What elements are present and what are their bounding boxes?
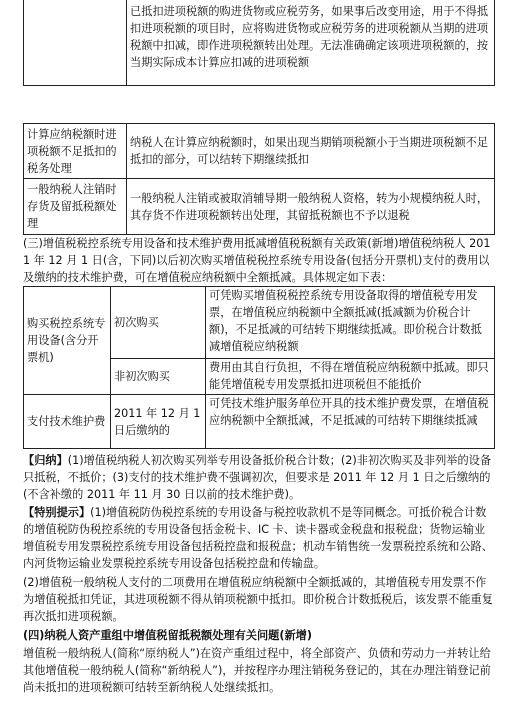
table-3-non-first-purchase-body: 费用由其自行负担，不得在增值税应纳税额中抵减。即只能凭增值税专用发票抵扣进项税但不能抵价 [206,359,495,395]
section-4-text: 增值税一般纳税人(简称“原纳税人”)在资产重组过程中，将全部资产、负债和劳动力一并转让给其他增值税一般纳税人(简称“新纳税人”)，并按程序办理注销税务登记的，其在办理注销登记前尚未抵扣的进项税额可结转至新纳税人处继续抵扣。 [23,647,491,694]
table-2 [23,123,495,235]
table-3-non-first-purchase: 非初次购买 [111,359,206,395]
table-1 [23,0,495,86]
table-2-row-2-body: 一般纳税人注销或被取消辅导期一般纳税人资格，转为小规模纳税人时，其存货不作进项税额转出处理，其留抵税额也不予以退税 [127,179,495,235]
tip-tag: 【特别提示】 [23,506,91,519]
table-3-maintenance-head: 支付技术维护费 [24,395,111,449]
table-1-left-cell [24,0,127,86]
section-4-heading: (四)纳税人资产重组中增值税留抵税额处理有关问题(新增) [23,629,312,642]
table-1-text-cell [127,0,495,86]
tip-paragraph-2: (2)增值税一般纳税人支付的二项费用在增值税应纳税额中全额抵减的，其增值税专用发票不作为增值税抵扣凭证，其进项税额不得从销项税额中抵扣。即价税合计数抵税后，该发票不能重复再次抵扣进项税额。 [23,576,493,623]
table-3-first-purchase-body: 可凭购买增值税税控系统专用设备取得的增值税专用发票，在增值税应纳税额中全额抵减(抵减额为价税合计额)，不足抵减的可结转下期继续抵减。即价税合计数抵减增值税应纳税额 [206,287,495,359]
summary-paragraph [23,452,495,503]
table-2-row-1-body: 纳税人在计算应纳税额时，如果出现当期销项税额小于当期进项税额不足抵扣的部分，可以结转下期继续抵扣 [127,124,495,179]
table-2-row-1-head: 计算应纳税额时进项税额不足抵扣的税务处理 [24,124,127,179]
table-3-row [24,287,495,359]
table-3-maintenance-sub: 2011 年 12 月 1 日后缴纳的 [111,395,206,449]
section-3-intro: (三)增值税税控系统专用设备和技术维护费用抵减增值税税额有关政策(新增)增值税纳税人 2011 年 12 月 1 日(含，下同)以后初次购买增值税税控系统专用设备(包括分开票机)支付的费用以及缴纳的技术维护费，可在增值税应纳税额中全额抵减。具体规定如下表： [23,237,491,284]
table-2-row [24,179,495,235]
table-3-row [24,395,495,449]
summary-text: (1)增值税纳税人初次购买列举专用设备抵价税合计数；(2)非初次购买及非列举的设备只抵税，不抵价；(3)支付的技术维护费不强调初次，但要求是 2011 年 12 月 1 日之后缴纳的(不含补缴的 2011 年 11 月 30 日以前的技术维护费)。 [23,454,492,501]
tip-text: (1)增值税防伪税控系统的专用设备与税控收款机不是等同概念。可抵价税合计数的增值税防伪税控系统的专用设备包括金税卡、IC 卡、读卡器或金税盘和报税盘；货物运输业增值税专用发票税控系统专用设备包括税控盘和报税盘；机动车销售统一发票税控系统和公路、内河货物运输业发票税控系统专用设备包括税控盘和传输盘。 [23,506,493,570]
summary-tag: 【归纳】 [23,454,68,467]
table-1-text: 已抵扣进项税额的购进货物或应税劳务，如果事后改变用途，用于不得抵扣进项税额的项目时，应将购进货物或应税劳务的进项税额从当期的进项税额中扣减，即作进项税额转出处理。无法准确确定该项进项税额的，按当期实际成本计算应扣减的进项税额 [130,5,489,69]
table-3-first-purchase: 初次购买 [111,287,206,359]
table-2-row [24,124,495,179]
table-3-maintenance-body: 可凭技术维护服务单位开具的技术维护费发票，在增值税应纳税额中全额抵减，不足抵减的可结转下期继续抵减 [206,395,495,449]
table-3-equipment-head: 购买税控系统专用设备(含分开票机) [24,287,111,395]
tip-paragraph [23,504,495,572]
table-2-row-2-head: 一般纳税人注销时存货及留抵税额处理 [24,179,127,235]
table-3 [23,286,495,449]
